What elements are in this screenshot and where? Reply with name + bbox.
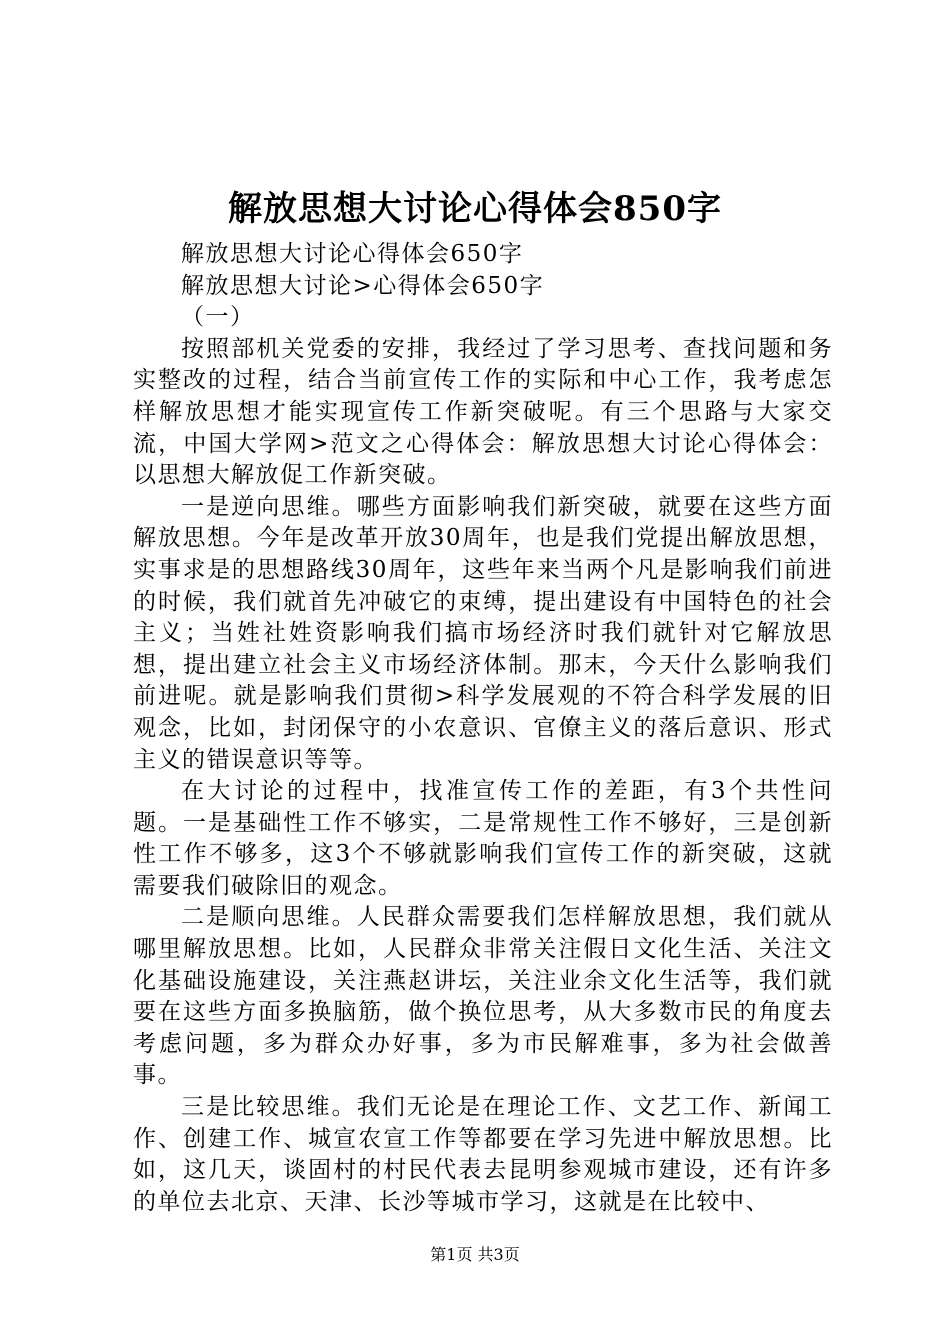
paragraph-intro: 按照部机关党委的安排，我经过了学习思考、查找问题和务实整改的过程，结合当前宣传工作的实际和中心工作，我考虑怎样解放思想才能实现宣传工作新突破呢。有三个思路与大家交流，中国大学网>范文之心得体会：解放思想大讨论心得体会：以思想大解放促工作新突破。	[133, 335, 833, 489]
subtitle-line-2: 解放思想大讨论>心得体会650字	[181, 272, 545, 299]
document-title: 解放思想大讨论心得体会850字	[228, 189, 722, 229]
paragraph-reverse-thinking: 一是逆向思维。哪些方面影响我们新突破，就要在这些方面解放思想。今年是改革开放30周年，也是我们党提出解放思想，实事求是的思想路线30周年，这些年来当两个凡是影响我们前进的时候，我们就首先冲破它的束缚，提出建设有中国特色的社会主义；当姓社姓资影响我们搞市场经济时我们就针对它解放思想，提出建立社会主义市场经济体制。那末，今天什么影响我们前进呢。就是影响我们贯彻>科学发展观的不符合科学发展的旧观念，比如，封闭保守的小农意识、官僚主义的落后意识、形式主义的错误意识等等。	[133, 493, 833, 773]
section-marker: （一）	[181, 304, 255, 331]
paragraph-forward-thinking: 二是顺向思维。人民群众需要我们怎样解放思想，我们就从哪里解放思想。比如，人民群众非常关注假日文化生活、关注文化基础设施建设，关注燕赵讲坛，关注业余文化生活等，我们就要在这些方面多换脑筋，做个换位思考，从大多数市民的角度去考虑问题，多为群众办好事，多为市民解难事，多为社会做善事。	[133, 904, 833, 1089]
subtitle-line-1: 解放思想大讨论心得体会650字	[181, 241, 524, 267]
page-footer: 第1页 共3页	[430, 1245, 520, 1264]
document-body	[133, 239, 833, 1218]
paragraph-comparative-thinking: 三是比较思维。我们无论是在理论工作、文艺工作、新闻工作、创建工作、城宣农宣工作等都要在学习先进中解放思想。比如，这几天，谈固村的村民代表去昆明参观城市建设，还有许多的单位去北京、天津、长沙等城市学习，这就是在比较中、	[133, 1094, 833, 1215]
paragraph-gaps: 在大讨论的过程中，找准宣传工作的差距，有3个共性问题。一是基础性工作不够实，二是常规性工作不够好，三是创新性工作不够多，这3个不够就影响我们宣传工作的新突破，这就需要我们破除旧的观念。	[133, 778, 833, 899]
